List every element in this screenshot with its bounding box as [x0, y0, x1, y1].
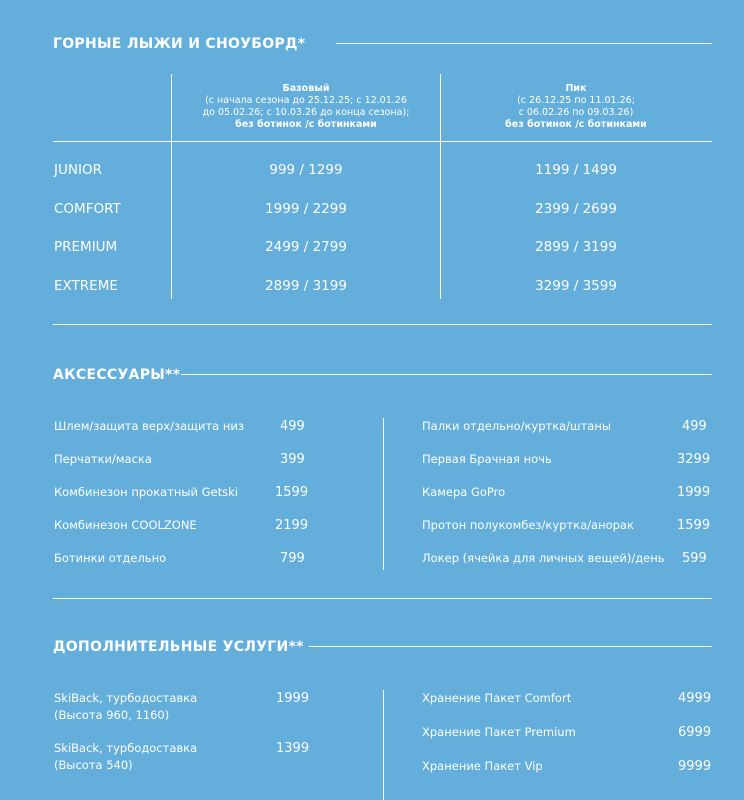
base-header-line: до 05.02.26; с 10.03.26 до конца сезона);: [202, 107, 410, 118]
service-item-price: 4999: [678, 691, 712, 706]
accessory-item-price: 399: [280, 452, 305, 467]
service-item-name: [54, 690, 197, 724]
accessory-item-price: 499: [280, 419, 305, 434]
accessories-divider: [383, 418, 384, 570]
table-cell-peak: 3299 / 3599: [535, 278, 617, 294]
accessory-item-name: Камера GoPro: [422, 485, 506, 499]
base-header-line: (с начала сезона до 25.12.25; с 12.01.26: [205, 95, 407, 106]
base-column-header: [172, 83, 440, 131]
accessory-item-name: Комбинезон COOLZONE: [54, 518, 197, 532]
table-row-name: EXTREME: [54, 278, 118, 294]
accessory-item-name: Ботинки отдельно: [54, 551, 167, 565]
accessory-item-name: Шлем/защита верх/защита низ: [54, 419, 244, 433]
service-item-price: 9999: [678, 759, 712, 774]
table-row-name: COMFORT: [54, 201, 121, 217]
table-cell-base: 2899 / 3199: [265, 278, 347, 294]
peak-header-line: (с 26.12.25 по 11.01.26;: [517, 95, 635, 106]
accessory-item-name: Первая Брачная ночь: [422, 452, 552, 466]
table-cell-peak: 2899 / 3199: [535, 239, 617, 255]
section-separator: [53, 598, 712, 599]
services-divider: [383, 690, 384, 800]
ski-section-title: ГОРНЫЕ ЛЫЖИ И СНОУБОРД*: [53, 36, 306, 52]
base-header-title: Базовый: [282, 83, 330, 94]
service-item-price: 1999: [276, 691, 310, 706]
services-section-title: ДОПОЛНИТЕЛЬНЫЕ УСЛУГИ**: [53, 639, 304, 655]
base-header-sub: без ботинок /с ботинками: [235, 119, 377, 130]
accessories-section-title: АКСЕССУАРЫ**: [53, 367, 181, 383]
peak-column-header: [441, 83, 711, 131]
accessory-item-price: 499: [682, 419, 707, 434]
accessory-item-name: Перчатки/маска: [54, 452, 152, 466]
peak-header-line: с 06.02.26 по 09.03.26): [518, 107, 634, 118]
service-item-name: Хранение Пакет Vip: [422, 759, 543, 773]
table-cell-base: 1999 / 2299: [265, 201, 347, 217]
table-row-name: JUNIOR: [54, 162, 102, 178]
service-item-name: Хранение Пакет Comfort: [422, 691, 572, 705]
service-item-price: 6999: [678, 725, 712, 740]
service-item-name: Хранение Пакет Premium: [422, 725, 576, 739]
accessory-item-price: 2199: [275, 518, 309, 533]
accessory-item-name: Палки отдельно/куртка/штаны: [422, 419, 611, 433]
table-cell-base: 2499 / 2799: [265, 239, 347, 255]
table-cell-peak: 2399 / 2699: [535, 201, 617, 217]
accessory-item-name: Комбинезон прокатный Getski: [54, 485, 238, 499]
service-item-line: (Высота 540): [54, 758, 133, 772]
table-row-name: PREMIUM: [54, 239, 118, 255]
services-title-rule: [309, 646, 712, 647]
accessory-item-price: 1999: [677, 485, 711, 500]
accessory-item-price: 799: [280, 551, 305, 566]
accessory-item-name: Локер (ячейка для личных вещей)/день: [422, 551, 665, 565]
table-divider: [171, 74, 172, 299]
accessory-item-price: 1599: [275, 485, 309, 500]
accessory-item-price: 3299: [677, 452, 711, 467]
service-item-line: SkiBack, турбодоставка: [54, 691, 198, 705]
peak-header-title: Пик: [565, 83, 587, 94]
accessories-title-rule: [181, 374, 712, 375]
accessory-item-price: 599: [682, 551, 707, 566]
table-divider: [440, 74, 441, 299]
service-item-line: SkiBack, турбодоставка: [54, 741, 198, 755]
service-item-line: (Высота 960, 1160): [54, 708, 170, 722]
table-header-rule: [53, 141, 712, 142]
accessory-item-price: 1599: [677, 518, 711, 533]
peak-header-sub: без ботинок /с ботинками: [505, 119, 647, 130]
table-cell-base: 999 / 1299: [269, 162, 343, 178]
section-separator: [53, 324, 712, 325]
service-item-price: 1399: [276, 741, 310, 756]
service-item-name: [54, 740, 197, 774]
accessory-item-name: Протон полукомбез/куртка/анорак: [422, 518, 634, 532]
table-cell-peak: 1199 / 1499: [535, 162, 617, 178]
ski-title-rule: [336, 43, 712, 44]
